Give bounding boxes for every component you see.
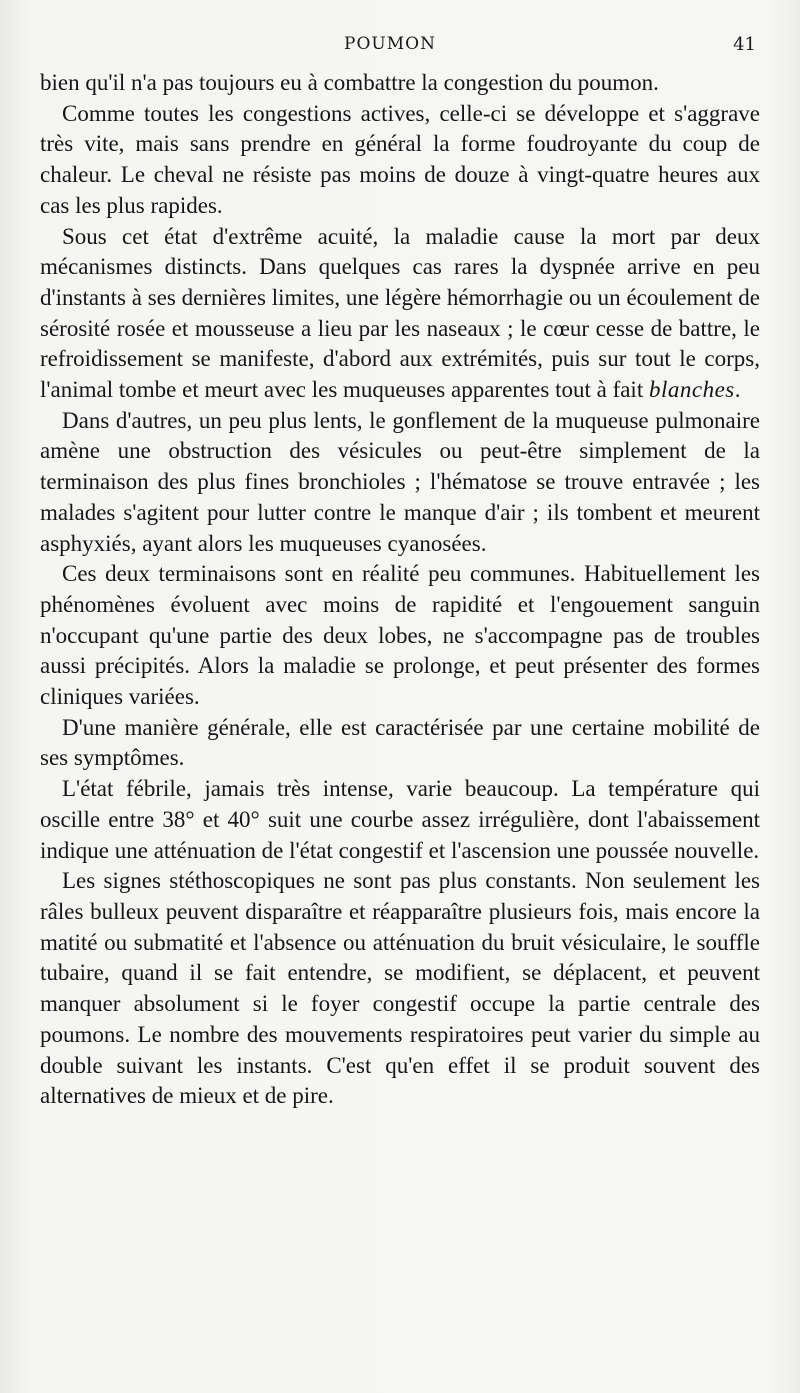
paragraph	[40, 222, 760, 406]
paragraph: Comme toutes les congestions actives, celle-ci se développe et s'aggrave très vite, mais sans prendre en général la forme foudroyante du coup de chaleur. Le cheval ne résiste pas moins de douze à vingt-quatre heures aux cas les plus rapides.	[40, 100, 760, 218]
paragraph-text: Sous cet état d'extrême acuité, la maladie cause la mort par deux mécanismes distincts. Dans quelques cas rares la dyspnée arrive en peu d'instants à ses dernières limites, une légère hémorrhagie ou un écoulement de sérosité rosée et mousseuse a lieu par les naseaux ; le cœur cesse de battre, le refroidissement se manifeste, d'abord aux extrémités, puis sur tout le corps, l'animal tombe et meurt avec les muqueuses apparentes tout à fait	[40, 223, 760, 403]
paragraph-text-end: .	[734, 377, 741, 403]
page-header	[0, 32, 800, 58]
paragraph: Ces deux terminaisons sont en réalité peu communes. Habituellement les phénomènes évoluent avec moins de rapidité et l'engouement sanguin n'occupant qu'une partie des deux lobes, ne s'accompagne pas de troubles aussi précipités. Alors la maladie se prolonge, et peut présenter des formes cliniques variées.	[40, 561, 760, 710]
page-number: 41	[733, 34, 756, 55]
paragraph: Les signes stéthoscopiques ne sont pas plus constants. Non seulement les râles bulleux peuvent disparaître et réapparaître plusieurs fois, mais encore la matité ou submatité et l'absence ou atténuation du bruit vésiculaire, le souffle tubaire, quand il se fait entendre, se modifient, se déplacent, et peuvent manquer absolument si le foyer congestif occupe la partie centrale des poumons. Le nombre des mouvements respiratoires peut varier du simple au double suivant les instants. C'est qu'en effet il se produit souvent des alternatives de mieux et de pire.	[40, 868, 760, 1109]
italic-word: blanches	[648, 377, 735, 403]
paragraph-continued: bien qu'il n'a pas toujours eu à combattre la congestion du poumon.	[40, 70, 659, 95]
paragraph: L'état fébrile, jamais très intense, varie beaucoup. La température qui oscille entre 38° et 40° suit une courbe assez irrégulière, dont l'abaissement indique une atténuation de l'état congestif et l'ascension une poussée nouvelle.	[40, 776, 760, 863]
running-title: POUMON	[344, 34, 436, 54]
body-text	[40, 68, 760, 1112]
paragraph: Dans d'autres, un peu plus lents, le gonflement de la muqueuse pulmonaire amène une obstruction des vésicules ou peut-être simplement de la terminaison des plus fines bronchioles ; l'hématose se trouve entravée ; les malades s'agitent pour lutter contre le manque d'air ; ils tombent et meurent asphyxiés, ayant alors les muqueuses cyanosées.	[40, 407, 760, 556]
paragraph: D'une manière générale, elle est caractérisée par une certaine mobilité de ses symptômes.	[40, 714, 760, 771]
